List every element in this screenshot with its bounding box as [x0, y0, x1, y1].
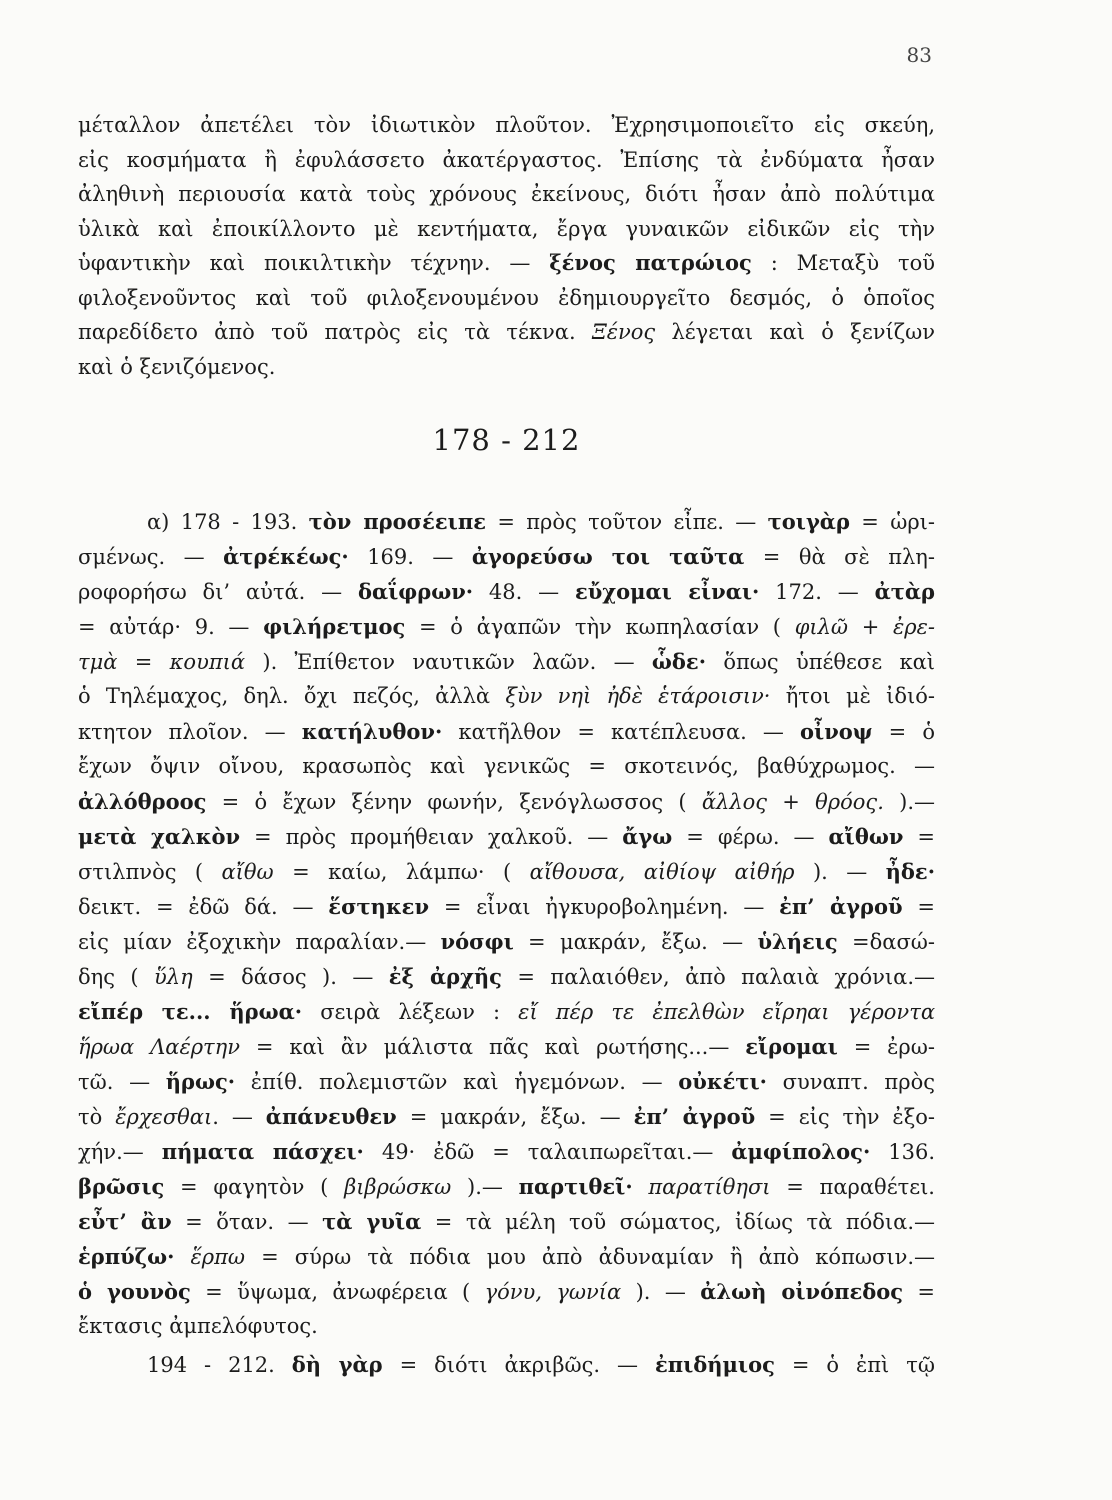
text-line: [78, 1064, 935, 1099]
text-run: ἐπίθ. πολεμιστῶν καὶ ἡγεμόνων. —: [235, 1070, 679, 1094]
text-line: [78, 1099, 935, 1134]
headword: φιλήρετμος: [263, 614, 406, 639]
headword: νόσφι: [440, 929, 514, 954]
text-line: [78, 994, 935, 1029]
text-run: = τὰ μέλη τοῦ σώματος, ἰδίως τὰ πόδια.—: [421, 1210, 936, 1234]
text-line: [78, 819, 935, 854]
italic-phrase: παρατίθησι: [632, 1175, 771, 1199]
text-run: 194 - 212.: [147, 1353, 292, 1377]
text-run: ὅπως ὑπέθεσε καὶ: [706, 650, 935, 674]
text-line: [78, 679, 935, 714]
headword: οἶνοψ: [800, 719, 873, 744]
headword: βρῶσις: [78, 1174, 165, 1199]
text-line: [78, 212, 935, 247]
headword: ἀτρέκέως·: [223, 544, 349, 569]
headword: εὖτ’ ἂν: [78, 1209, 172, 1234]
headword: ὁ γουνὸς: [78, 1279, 191, 1304]
headword: ἀπάνευθεν: [265, 1104, 397, 1129]
text-run: παρεδίδετο ἀπὸ τοῦ πατρὸς εἰς τὰ τέκνα.: [78, 320, 592, 344]
italic-phrase: ἕρπω: [174, 1245, 246, 1269]
text-run: = καὶ ἂν μάλιστα πᾶς καὶ ρωτήσης...—: [240, 1035, 746, 1059]
text-line: [78, 574, 935, 609]
headword: ἕστηκεν: [328, 894, 430, 919]
text-line: [78, 644, 935, 679]
notes-paragraph: [78, 1347, 935, 1382]
italic-phrase: αἴθουσα, αἰθίοψ αἰθήρ: [529, 860, 795, 884]
text-run: ἤτοι μὲ ἰδιό-: [770, 684, 935, 708]
headword: ὑλήεις: [757, 929, 838, 954]
text-line: [78, 539, 935, 574]
text-run: ἀληθινὴ περιουσία κατὰ τοὺς χρόνους ἐκείνους, διότι ἦσαν ἀπὸ πολύτιμα: [78, 182, 935, 206]
headword: ὧδε·: [651, 649, 707, 674]
text-run: = καίω, λάμπω· (: [273, 860, 530, 884]
text-run: = ὁ: [872, 720, 936, 744]
italic-phrase: βιβρώσκω: [344, 1175, 452, 1199]
text-run: ὑλικὰ καὶ ἐποικίλλοντο μὲ κεντήματα, ἔργα γυναικῶν εἰδικῶν εἰς τὴν: [78, 216, 935, 241]
text-run: κατῆλθον = κατέπλευσα. —: [442, 720, 801, 744]
headword: αἴθων: [828, 824, 904, 849]
text-run: α) 178 - 193.: [147, 510, 309, 534]
text-line: [78, 1274, 935, 1309]
text-run: ).—: [883, 790, 935, 814]
headword: ξένος πατρώιος: [549, 250, 752, 275]
text-run: = θὰ σὲ πλη-: [744, 545, 935, 569]
text-line: [78, 924, 935, 959]
italic-phrase: αἴθω: [221, 860, 274, 884]
headword: τοιγὰρ: [767, 509, 850, 534]
text-line: [78, 1134, 935, 1169]
text-line: [78, 177, 935, 212]
text-run: χήν.—: [78, 1140, 162, 1164]
text-run: εἰς κοσμήματα ἢ ἐφυλάσσετο ἀκατέργαστος. Ἐπίσης τὰ ἐνδύματα ἦσαν: [78, 147, 935, 172]
headword: ἄγω: [622, 824, 673, 849]
text-line: [78, 350, 935, 385]
text-run: καὶ ὁ ξενιζόμενος.: [78, 354, 276, 379]
headword: ἥρως·: [165, 1069, 236, 1094]
text-line: [78, 1169, 935, 1204]
text-run: συναπτ. πρὸς: [766, 1070, 935, 1094]
text-run: ὁ Τηλέμαχος, δηλ. ὄχι πεζός, ἀλλὰ: [78, 684, 506, 708]
text-run: ). —: [794, 860, 886, 884]
headword: πήματα πάσχει·: [161, 1139, 364, 1164]
italic-phrase: ἥρωα Λαέρτην: [78, 1035, 241, 1059]
italic-phrase: Ξένος: [591, 320, 656, 344]
text-line: [78, 108, 935, 143]
text-run: εἰς μίαν ἐξοχικὴν παραλίαν.—: [78, 930, 441, 954]
text-run: = ὁ ἀγαπῶν τὴν κωπηλασίαν (: [405, 615, 795, 639]
text-line: [78, 784, 935, 819]
headword: εἴπέρ τε... ἥρωα·: [78, 999, 303, 1024]
text-run: = εἶναι ἠγκυροβολημένη. —: [429, 895, 780, 919]
text-run: ).—: [451, 1175, 519, 1199]
text-line: [78, 1309, 935, 1344]
text-run: σμένως. —: [78, 545, 224, 569]
headword: κατήλυθον·: [301, 719, 443, 744]
headword: δὴ γὰρ: [291, 1352, 383, 1377]
headword: ἐπ’ ἀγροῦ: [779, 894, 903, 919]
text-line: [78, 1239, 935, 1274]
text-line: [78, 1029, 935, 1064]
text-run: δης (: [78, 965, 154, 989]
text-run: ). —: [621, 1280, 701, 1304]
text-run: =: [903, 1280, 935, 1304]
text-run: = δάσος ). —: [192, 965, 389, 989]
headword: ἐπ’ ἀγροῦ: [633, 1104, 756, 1129]
text-line: [78, 714, 935, 749]
text-run: = ὡρι-: [849, 510, 935, 534]
text-run: τὸ: [78, 1105, 116, 1129]
text-line: [78, 609, 935, 644]
text-run: = ὁ ἔχων ξένην φωνήν, ξενόγλωσσος (: [206, 790, 702, 814]
text-line: [78, 281, 935, 316]
text-run: δεικτ. = ἐδῶ δά. —: [78, 895, 329, 919]
text-line: [78, 889, 935, 924]
headword: τὸν προσέειπε: [308, 509, 486, 534]
text-run: = φαγητὸν (: [164, 1175, 345, 1199]
headword: ἀμφίπολος·: [731, 1139, 871, 1164]
italic-phrase: ἄλλος + θρόος.: [701, 790, 884, 814]
text-run: ). Ἐπίθετον ναυτικῶν λαῶν. —: [245, 650, 652, 674]
text-run: = ὁ ἐπὶ τῷ: [774, 1353, 935, 1377]
italic-phrase: γόνυ, γωνία: [484, 1280, 622, 1304]
headword: ἑρπύζω·: [78, 1244, 175, 1269]
text-run: = εἰς τὴν ἐξο-: [755, 1105, 936, 1129]
text-line: [78, 246, 935, 281]
section-heading: 178 - 212: [432, 423, 581, 457]
text-run: 172. —: [759, 580, 875, 604]
text-run: = σύρω τὰ πόδια μου ἀπὸ ἀδυναμίαν ἢ ἀπὸ κόπωσιν.—: [245, 1245, 936, 1269]
italic-phrase: ἔρχεσθαι: [115, 1105, 213, 1129]
page-number: 83: [906, 43, 932, 67]
text-run: 48. —: [473, 580, 575, 604]
text-run: ἔκτασις ἀμπελόφυτος.: [78, 1314, 318, 1338]
headword: μετὰ χαλκὸν: [78, 824, 241, 849]
text-line: [78, 143, 935, 178]
notes-paragraph: [78, 504, 935, 1344]
text-run: = ὕψωμα, ἀνωφέρεια (: [190, 1280, 485, 1304]
headword: ἀλλόθροος: [78, 789, 207, 814]
text-run: = πρὸς τοῦτον εἶπε. —: [485, 510, 768, 534]
continued-paragraph: [78, 108, 935, 384]
headword: ἀγορεύσω τοι ταῦτα: [471, 544, 745, 569]
text-line: [78, 504, 935, 539]
italic-phrase: εἴ πέρ τε ἐπελθὼν εἴρηαι γέροντα: [518, 1000, 936, 1024]
italic-phrase: ξὺν νηὶ ἠδὲ ἑτάροισιν·: [505, 684, 771, 708]
italic-phrase: ὕλη: [154, 965, 193, 989]
headword: οὐκέτι·: [678, 1069, 767, 1094]
text-run: : Μεταξὺ τοῦ: [751, 251, 935, 275]
text-run: = παραθέτει.: [770, 1175, 935, 1199]
text-run: =δασώ-: [837, 930, 935, 954]
text-run: = πρὸς προμήθειαν χαλκοῦ. —: [240, 825, 623, 849]
headword: δαΐφρων·: [357, 579, 474, 604]
headword: παρτιθεῖ·: [518, 1174, 633, 1199]
text-line: [78, 315, 935, 350]
text-run: σειρὰ λέξεων :: [302, 1000, 519, 1024]
italic-phrase: φιλῶ + ἐρε-: [794, 615, 935, 639]
text-run: =: [903, 825, 935, 849]
text-run: 169. —: [348, 545, 472, 569]
text-run: λέγεται καὶ ὁ ξενίζων: [655, 320, 935, 344]
text-run: = ὅταν. —: [171, 1210, 323, 1234]
text-run: μέταλλον ἀπετέλει τὸν ἰδιωτικὸν πλοῦτον. Ἐχρησιμοποιεῖτο εἰς σκεύη,: [78, 113, 935, 137]
headword: εὔχομαι εἶναι·: [574, 579, 760, 604]
text-run: = μακράν, ἔξω. —: [396, 1105, 634, 1129]
text-run: ὑφαντικὴν καὶ ποικιλτικὴν τέχνην. —: [78, 251, 550, 275]
text-run: = αὐτάρ· 9. —: [78, 615, 264, 639]
text-line: [78, 1204, 935, 1239]
text-run: στιλπνὸς (: [78, 860, 222, 884]
text-run: τῶ. —: [78, 1070, 166, 1094]
text-run: = διότι ἀκριβῶς. —: [382, 1353, 655, 1377]
text-run: ἔχων ὄψιν οἴνου, κρασωπὸς καὶ γενικῶς = σκοτεινός, βαθύχρωμος. —: [78, 754, 935, 778]
text-run: 136.: [870, 1140, 935, 1164]
headword: ἐπιδήμιος: [654, 1352, 775, 1377]
headword: ἐξ ἀρχῆς: [388, 964, 502, 989]
text-run: = φέρω. —: [672, 825, 829, 849]
text-run: 49· ἐδῶ = ταλαιπωρεῖται.—: [363, 1140, 732, 1164]
text-line: [78, 749, 935, 784]
headword: τὰ γυῖα: [322, 1209, 422, 1234]
headword: ἀλωὴ οἰνόπεδος: [700, 1279, 904, 1304]
text-run: κτητον πλοῖον. —: [78, 720, 302, 744]
text-run: = μακράν, ἔξω. —: [513, 930, 758, 954]
text-run: =: [902, 895, 935, 919]
headword: εἴρομαι: [745, 1034, 838, 1059]
text-run: ροφορήσω δι’ αὐτά. —: [78, 580, 358, 604]
text-run: = ἐρω-: [837, 1035, 935, 1059]
italic-phrase: τμὰ = κουπιά: [78, 650, 246, 674]
headword: ἦδε·: [885, 859, 936, 884]
text-line: [78, 959, 935, 994]
text-line: [78, 854, 935, 889]
text-run: φιλοξενοῦντος καὶ τοῦ φιλοξενουμένου ἐδημιουργεῖτο δεσμός, ὁ ὁποῖος: [78, 285, 935, 310]
headword: ἀτὰρ: [874, 579, 935, 604]
text-line: [78, 1347, 935, 1382]
text-run: = παλαιόθεν, ἀπὸ παλαιὰ χρόνια.—: [501, 965, 936, 989]
verse-notes: [78, 504, 935, 1382]
text-run: . —: [212, 1105, 266, 1129]
